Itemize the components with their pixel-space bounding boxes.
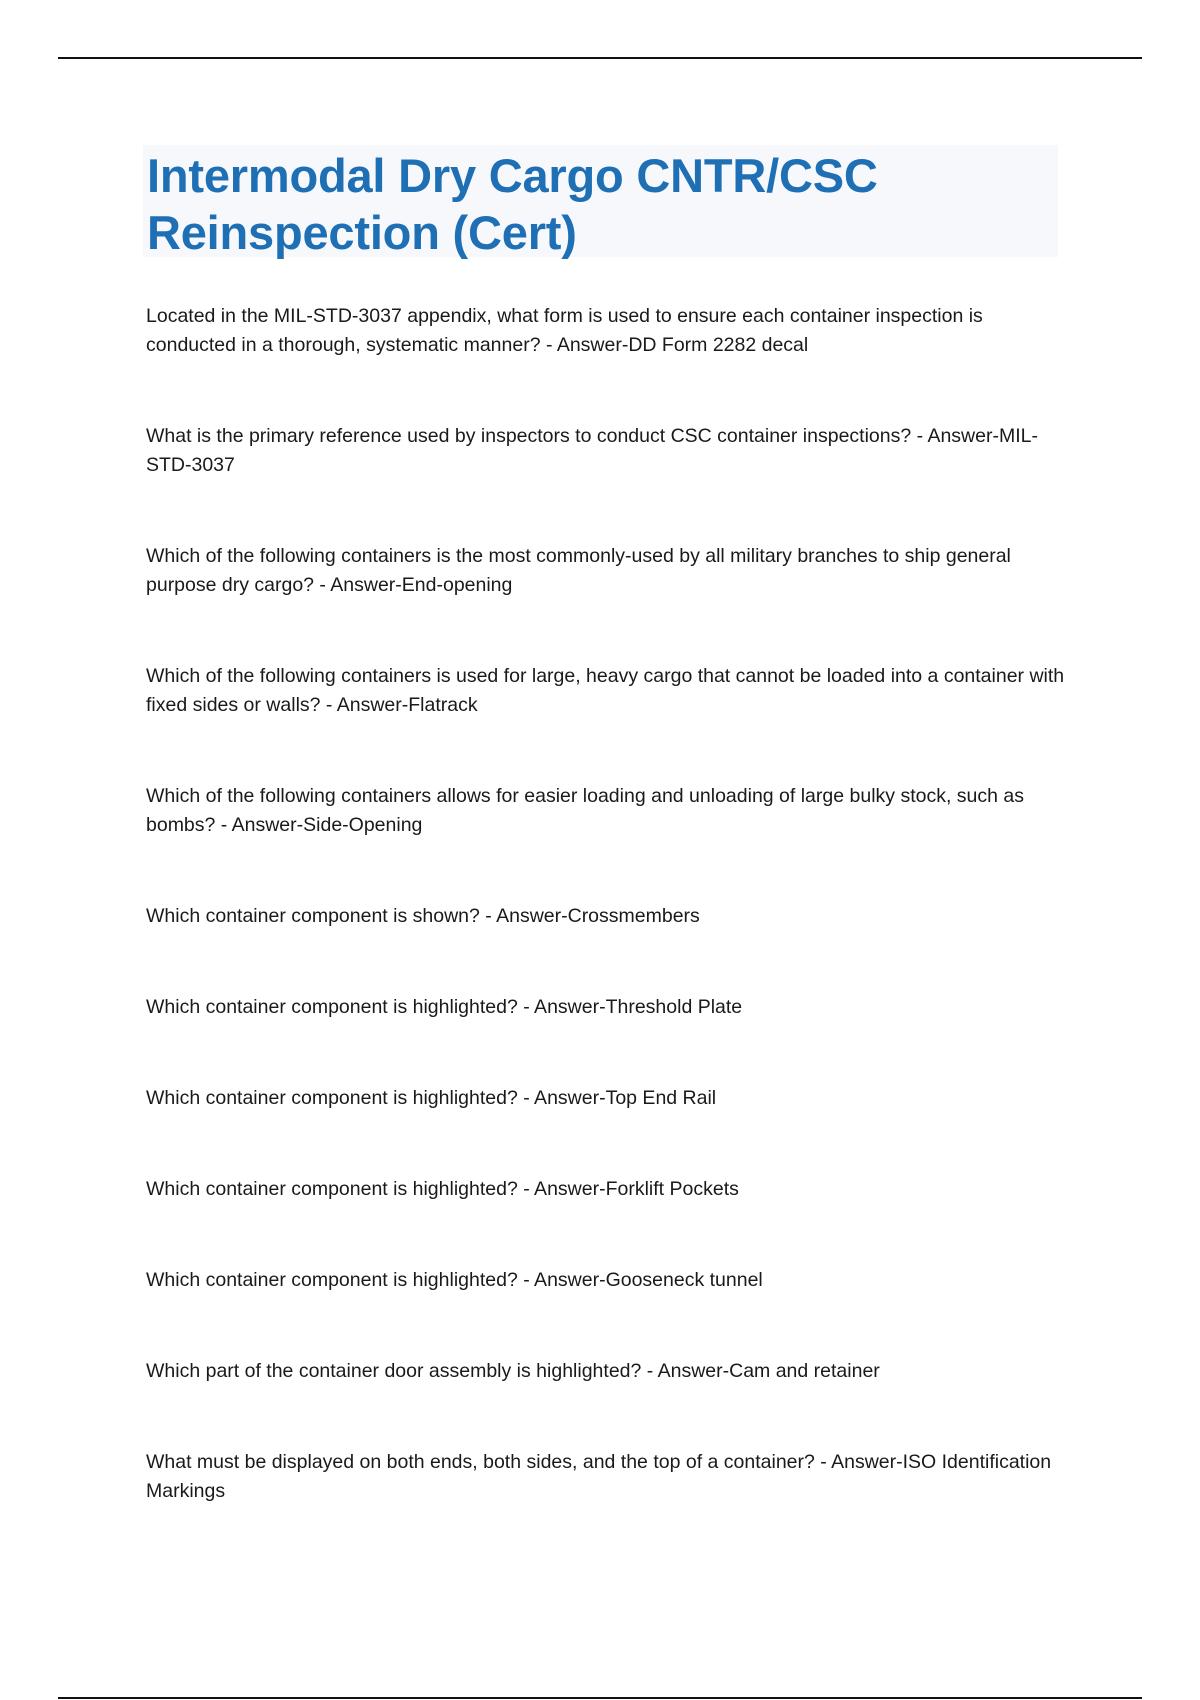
qa-item: Which container component is shown? - Answer-Crossmembers [146,905,700,927]
bottom-divider [58,1697,1142,1699]
document-title: Intermodal Dry Cargo CNTR/CSC Reinspection (Cert) [147,149,878,259]
qa-item: Which container component is highlighted? - Answer-Top End Rail [146,1087,717,1109]
qa-item: Which container component is highlighted? - Answer-Threshold Plate [146,996,743,1018]
title-block [143,145,1058,257]
qa-item: What is the primary reference used by inspectors to conduct CSC container inspections? - Answer-MIL-STD-3037 [146,425,1038,476]
qa-item: Which of the following containers is used for large, heavy cargo that cannot be loaded into a container with fixed sides or walls? - Answer-Flatrack [146,665,1065,716]
qa-item: What must be displayed on both ends, both sides, and the top of a container? - Answer-ISO Identification Markings [146,1451,1052,1502]
qa-item: Which of the following containers allows for easier loading and unloading of large bulky stock, such as bombs? - Answer-Side-Opening [146,785,1024,836]
qa-item: Which part of the container door assembly is highlighted? - Answer-Cam and retainer [146,1360,880,1382]
qa-item: Located in the MIL-STD-3037 appendix, what form is used to ensure each container inspection is conducted in a thorough, systematic manner? - Answer-DD Form 2282 decal [146,305,983,356]
qa-item: Which container component is highlighted? - Answer-Forklift Pockets [146,1178,739,1200]
top-divider [58,57,1142,59]
qa-item: Which container component is highlighted? - Answer-Gooseneck tunnel [146,1269,763,1291]
qa-item: Which of the following containers is the most commonly-used by all military branches to ship general purpose dry cargo? - Answer-End-opening [146,545,1011,596]
